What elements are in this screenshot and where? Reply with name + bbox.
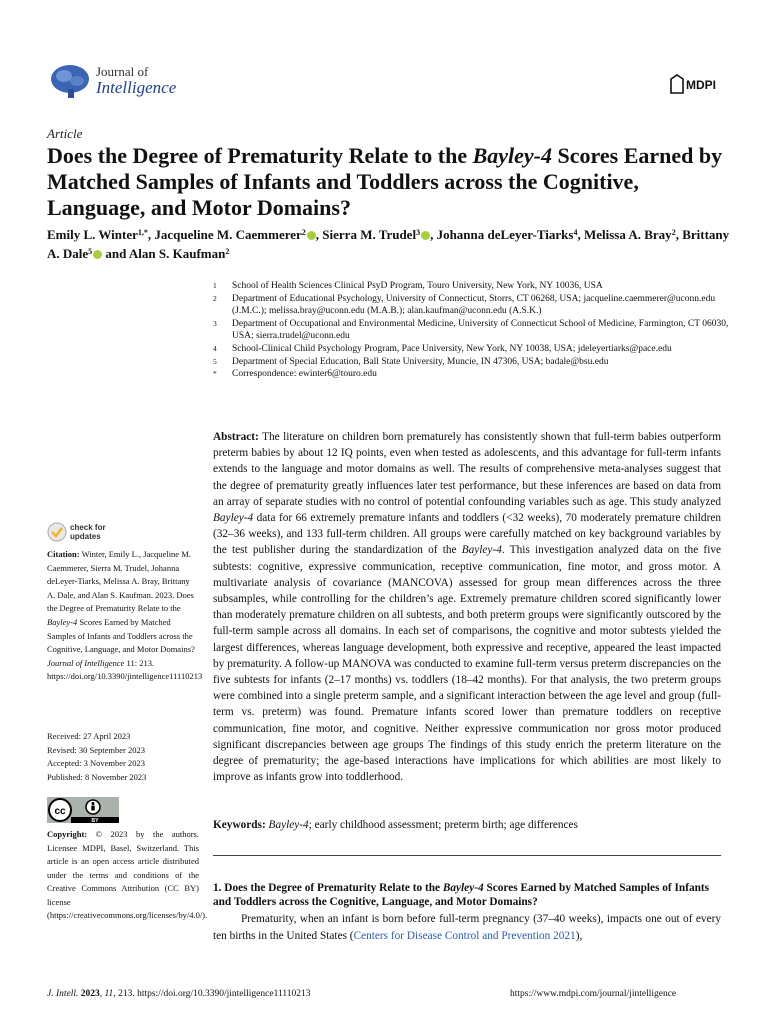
author-separator: , <box>577 227 584 242</box>
date-published: Published: 8 November 2023 <box>47 771 147 782</box>
author-affiliation-marker: 5 <box>88 247 93 256</box>
title-text: Does the Degree of Prematurity Relate to the <box>47 143 473 168</box>
citation-block <box>47 548 203 684</box>
footer-volume: 11 <box>104 989 114 999</box>
affiliation-number: 1 <box>213 281 217 290</box>
copyright-text: © 2023 by the authors. Licensee MDPI, Basel, Switzerland. This article is an open access article distributed under the terms and conditions of the Creative Commons Attribution (CC BY) license (https://creativecommons.org/licenses/by/4.0/). <box>47 829 208 920</box>
keywords-label: Keywords: <box>213 819 266 831</box>
affiliation-text: Department of Occupational and Environmental Medicine, University of Connecticut School of Medicine, Farmington, CT 06030, USA; sierra.trudel@uconn.edu <box>232 318 729 342</box>
check-for-updates-icon[interactable] <box>47 522 67 542</box>
date-received: Received: 27 April 2023 <box>47 731 131 741</box>
article-title <box>47 143 737 221</box>
author-separator: and <box>102 246 129 261</box>
author-affiliation-marker: 2 <box>301 228 306 237</box>
affiliation-number: 2 <box>213 293 217 303</box>
citation-label: Citation: <box>47 549 80 559</box>
abstract <box>213 429 721 785</box>
author-affiliation-marker: 4 <box>573 228 578 237</box>
author-name: Alan S. Kaufman <box>128 246 226 261</box>
publication-dates <box>47 730 199 784</box>
section-divider <box>213 855 721 856</box>
section-heading <box>213 881 721 909</box>
author-separator: , <box>147 227 155 242</box>
by-text: BY <box>91 818 99 823</box>
keywords-text: ; early childhood assessment; preterm birth; age differences <box>308 819 578 831</box>
affiliation-number: 4 <box>213 343 217 353</box>
article-type: Article <box>47 126 83 141</box>
section-heading-text: Scores Earned by Matched Samples of Infants and Toddlers across the Cognitive, Language, and Motor Domains? <box>213 882 710 908</box>
footer-doi[interactable]: , 213. https://doi.org/10.3390/jintelligence11110213 <box>113 989 311 999</box>
author-affiliation-marker: 1,* <box>137 228 148 237</box>
affiliation-item <box>213 343 733 356</box>
orcid-icon[interactable] <box>307 231 316 240</box>
citation-text: Scores Earned by Matched Samples of Infants and Toddlers across the Cognitive, Language, and Motor Domains? <box>47 616 195 655</box>
copyright-block <box>47 828 208 923</box>
journal-name: Intelligence <box>96 78 177 97</box>
author-separator: , <box>430 227 437 242</box>
publisher-name: MDPI <box>686 78 716 92</box>
author-name: Brittany A. Dale <box>47 227 730 261</box>
orcid-icon[interactable] <box>93 250 102 259</box>
abstract-text: . This investigation analyzed data on the five subtests: cognitive, expressive communication, receptive communication, fine motor, and gross motor. A multivariate analysis of covariance (MANCOVA) assessed for group mean differences across the three subsamples, while controlling for the children’s age. Extremely premature children scored significantly lower than moderately premature children on all subtests, and both preterm groups were significantly outscored by the full-term sample across all domains. In each set of comparisons, the cognitive and motor subtests yielded the largest differences, whereas language development, both expressive and receptive, appeared the least impacted by prematurity. A follow-up MANOVA was conducted to examine full-term versus preterm discrepancies on the five subtests for infants (2–17 months) vs. toddlers (18–42 months). For that analysis, the two preterm groups were combined into a single preterm sample, and a significant interaction between the age level and group (full-term vs. preterm) was found. Premature infants scored lower than premature toddlers on receptive communication, fine motor, and cognitive. Neither expressive communication nor gross motor produced significant discrepancies between age groups The findings of this study enrich the preterm literature on the degree of prematurity; the age-based interactions have implications for which abilities are most likely to improve as infants grow into toddlerhood. <box>213 544 721 784</box>
citation-italic: Bayley-4 <box>47 616 78 627</box>
citation-text: Winter, Emily L., Jacqueline M. Caemmerer, Sierra M. Trudel, Johanna deLeyer-Tiarks, Melissa A. Bray, Brittany A. Dale, and Alan S. Kaufman. 2023. Does the Degree of Prematurity Relate to the <box>47 549 194 614</box>
abstract-italic: Bayley-4 <box>213 512 254 525</box>
orcid-icon[interactable] <box>421 231 430 240</box>
footer-journal: J. Intell. <box>47 989 79 999</box>
date-revised: Revised: 30 September 2023 <box>47 744 145 755</box>
affiliations <box>213 280 733 381</box>
author-name: Jacqueline M. Caemmerer <box>154 227 302 242</box>
abstract-text: data for 66 extremely premature infants and toddlers (<32 weeks), 70 moderately premature children (32–36 weeks), and 133 full-term children. All groups were carefully matched on key background variables by the test publisher during the standardization of the <box>213 512 721 557</box>
author-name: Johanna deLeyer-Tiarks <box>436 227 574 242</box>
copyright-label: Copyright: <box>47 829 88 839</box>
citation-italic: Journal of Intelligence <box>47 657 125 668</box>
footer-journal-url[interactable]: https://www.mdpi.com/journal/jintelligence <box>510 989 677 999</box>
abstract-label: Abstract: <box>213 431 259 443</box>
section-heading-italic: Bayley-4 <box>442 882 484 894</box>
affiliation-item <box>213 368 733 381</box>
author-name: Melissa A. Bray <box>583 227 672 242</box>
footer-citation: J. Intell. 2023, 11, 213. https://doi.org/10.3390/jintelligence11110213 <box>47 989 311 999</box>
author-separator: , <box>315 227 323 242</box>
footer-year: 2023 <box>80 989 100 999</box>
citation-text: 11: 213. https://doi.org/10.3390/jintelligence11110213 <box>47 657 203 682</box>
author-list <box>47 224 737 262</box>
author-separator: , <box>675 227 683 242</box>
cc-text: cc <box>54 806 66 817</box>
author-name: Emily L. Winter <box>47 227 138 242</box>
affiliation-item <box>213 318 733 343</box>
keywords <box>213 819 721 831</box>
affiliation-number: * <box>213 369 217 379</box>
title-text: Scores Earned by Matched Samples of Infants and Toddlers across the Cognitive, Language, and Motor Domains? <box>47 143 723 220</box>
section-heading-text: 1. Does the Degree of Prematurity Relate to the <box>213 882 443 894</box>
check-for-updates-label[interactable] <box>70 523 106 541</box>
affiliation-text: School-Clinical Child Psychology Program, Pace University, New York, NY 10038, USA; jdeleyertiarks@pace.edu <box>232 343 672 354</box>
affiliation-number: 3 <box>213 318 217 328</box>
mdpi-logo-icon <box>667 73 719 95</box>
intro-text: Prematurity, when an infant is born before full-term pregnancy (37–40 weeks), impacts one out of every ten births in the United States ( <box>213 913 721 942</box>
cc-by-license-icon[interactable] <box>47 797 119 823</box>
affiliation-item <box>213 280 733 293</box>
affiliation-text: School of Health Sciences Clinical PsyD Program, Touro University, New York, NY 10036, USA <box>232 281 603 291</box>
affiliation-text: Department of Educational Psychology, University of Connecticut, Storrs, CT 06268, USA; jacqueline.caemmerer@uconn.edu (J.M.C.); melissa.bray@uconn.edu (M.A.B.); alan.kaufman@uconn.edu (A.S.K.) <box>232 293 716 317</box>
abstract-italic: Bayley-4 <box>461 544 502 557</box>
author-affiliation-marker: 2 <box>225 247 230 256</box>
check-line: check for <box>70 523 106 532</box>
date-accepted: Accepted: 3 November 2023 <box>47 758 145 769</box>
reference-link[interactable]: Centers for Disease Control and Prevention 2021 <box>353 930 576 942</box>
affiliation-text: Correspondence: ewinter6@touro.edu <box>232 369 377 380</box>
check-line: updates <box>70 532 101 541</box>
affiliation-number: 5 <box>213 356 217 366</box>
journal-logo-brain-icon <box>48 61 92 101</box>
journal-of-label: Journal of <box>96 64 149 79</box>
author-affiliation-marker: 2 <box>671 228 676 237</box>
affiliation-item <box>213 356 733 369</box>
keywords-italic: Bayley-4 <box>268 819 309 831</box>
author-name: Sierra M. Trudel <box>322 227 417 242</box>
abstract-text: The literature on children born prematurely has consistently shown that full-term babies outperform preterm babies by about 12 IQ points, even when tested as adolescents, and this advantage for full-term infants extends to the language and motor domains as well. The results of comprehensive meta-analyses suggest that the degree of prematurity greatly influences later test performance, but these inferences are based on data from an array of separate studies with no control of potential confounding variables such as age. This study analyzed <box>213 431 721 508</box>
affiliation-item <box>213 293 733 318</box>
author-affiliation-marker: 3 <box>416 228 421 237</box>
affiliation-text: Department of Special Education, Ball State University, Muncie, IN 47306, USA; badale@bsu.edu <box>232 356 609 367</box>
title-italic: Bayley-4 <box>472 143 552 168</box>
intro-paragraph <box>213 911 721 945</box>
intro-text: ), <box>575 930 583 942</box>
